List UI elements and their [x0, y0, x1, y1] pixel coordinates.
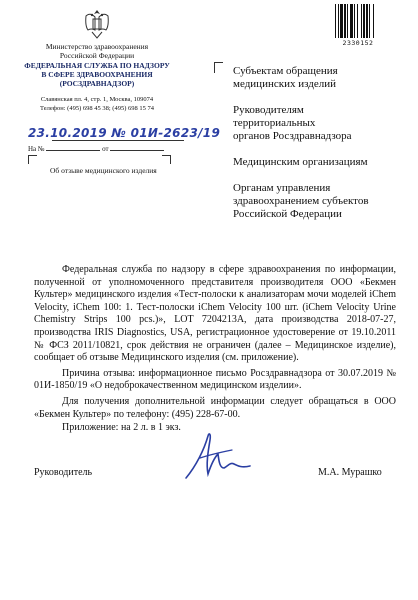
barcode-bar	[373, 4, 374, 38]
body-paragraph: Причина отзыва: информационное письмо Росздравнадзора от 30.07.2019 № 01И-1850/19 «О недоброкачественном медицинском изделии».	[34, 367, 396, 392]
barcode-bar	[361, 4, 362, 38]
subject-corner-left	[28, 155, 37, 164]
barcode-bar	[363, 4, 365, 38]
barcode-bar	[338, 4, 339, 38]
barcode-bar	[350, 4, 353, 38]
signer-title: Руководитель	[34, 467, 93, 478]
signer-name: М.А. Мурашко	[318, 467, 382, 478]
barcode-bar	[366, 4, 368, 38]
barcode-bar	[347, 4, 348, 38]
barcode-bar	[357, 4, 358, 38]
registration-underline	[52, 140, 184, 141]
barcode-icon	[334, 4, 382, 38]
recipient-item: Медицинским организациям	[233, 156, 368, 168]
barcode-bar	[344, 4, 346, 38]
recipient-list	[233, 65, 408, 234]
reference-number-blank	[46, 144, 100, 151]
reference-date-blank	[110, 144, 164, 151]
letter-body	[34, 264, 396, 421]
signature-icon	[178, 428, 258, 486]
recipient-item: Руководителям территориальных органов Росздравнадзора	[233, 104, 352, 142]
enclosure-note: Приложение: на 2 л. в 1 экз.	[62, 422, 181, 433]
barcode-bar	[340, 4, 343, 38]
reference-date-label: от	[102, 145, 109, 153]
service-name: ФЕДЕРАЛЬНАЯ СЛУЖБА ПО НАДЗОРУ В СФЕРЕ ЗДРАВООХРАНЕНИЯ (РОСЗДРАВНАДЗОР)	[24, 61, 170, 88]
recipient-item: Органам управления здравоохранением субъектов Российской Федерации	[233, 182, 369, 220]
recipient-corner	[214, 62, 223, 73]
letter-subject: Об отзыве медицинского изделия	[50, 166, 157, 175]
barcode-bar	[369, 4, 370, 38]
reference-number-label: На №	[28, 145, 45, 153]
registration-number: 23.10.2019 № 01И-2623/19	[28, 126, 221, 140]
sender-address: Славянская пл. 4, стр. 1, Москва, 109074 Телефон: (495) 698 45 38; (495) 698 15 74	[39, 96, 155, 112]
reference-row	[28, 144, 164, 153]
ministry-name: Министерство здравоохранения Российской Федерации	[45, 42, 149, 60]
recipient-item: Субъектам обращения медицинских изделий	[233, 65, 338, 90]
coat-of-arms-icon	[80, 6, 114, 42]
body-paragraph: Федеральная служба по надзору в сфере здравоохранения по информации, полученной от уполномоченного представителя производителя ООО «Бекмен Культер» медицинского изделия «Тест-полоски к анализаторам мочи моделей iChem Velocity, iChem 100: 1. Тест-полоски iChem Velocity 100 шт. (iChem Velocity Urine Chemistry Strips 100 pcs.)», LOT 7204213A, дата производства 2018-07-27, производства IRIS Diagnostics, USA, регистрационное удостоверение от 19.10.2011 № ФСЗ 2011/10821, срок действия не ограничен (далее – Медицинское изделие), сообщает об отзыве Медицинского изделия (см. приложение).	[34, 264, 396, 364]
barcode-number: 2330152	[342, 39, 374, 47]
barcode-bar	[354, 4, 355, 38]
subject-corner-right	[162, 155, 171, 164]
barcode-bar	[335, 4, 336, 38]
body-paragraph: Для получения дополнительной информации следует обращаться в ООО «Бекмен Культер» по телефону: (495) 228-67-00.	[34, 395, 396, 420]
